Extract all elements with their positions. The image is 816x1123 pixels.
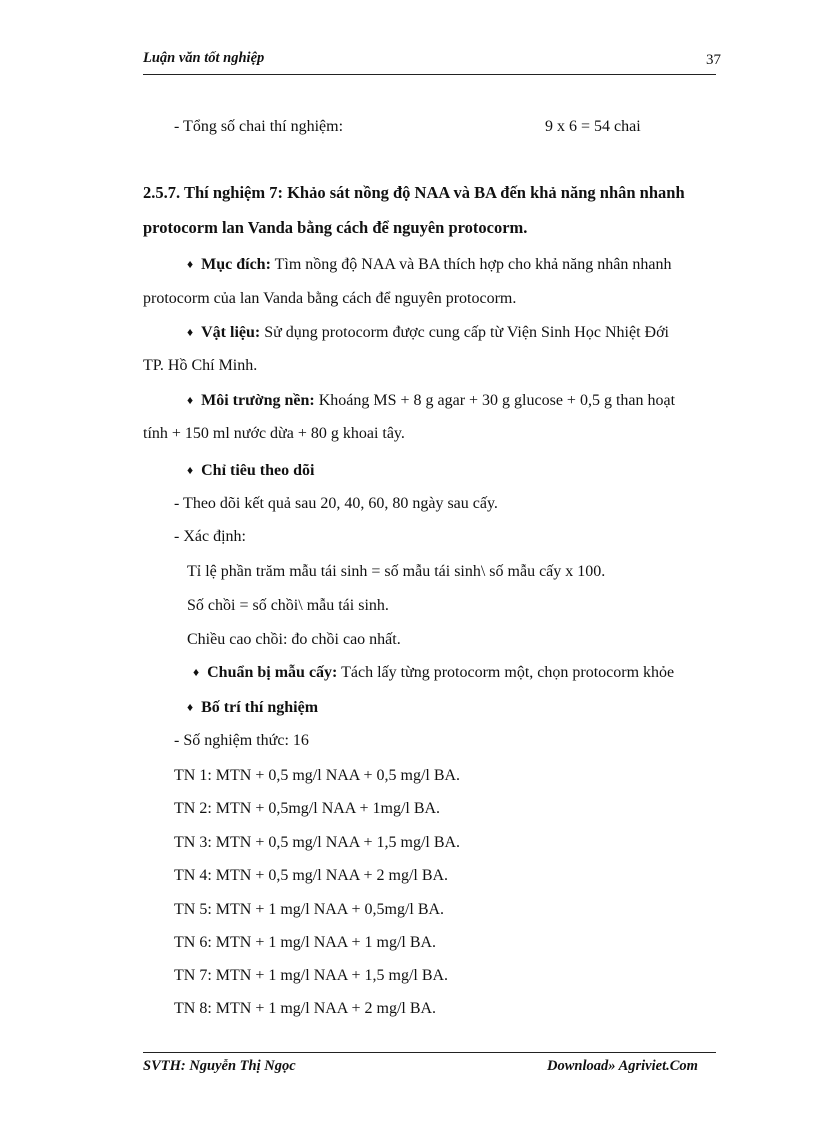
indicator-line: - Theo dõi kết quả sau 20, 40, 60, 80 ngày sau cấy. [174, 495, 498, 512]
indicators-label: Chỉ tiêu theo dõi [201, 462, 315, 479]
purpose-text: Tìm nồng độ NAA và BA thích hợp cho khả năng nhân nhanh [270, 256, 672, 273]
medium-label: Môi trường nền: [201, 392, 315, 409]
materials-text: Sử dụng protocorm được cung cấp từ Viện Sinh Học Nhiệt Đới [260, 324, 669, 341]
diamond-bullet-icon: ♦ [187, 257, 194, 271]
header-divider [143, 74, 716, 75]
section-heading-line-2: protocorm lan Vanda bằng cách để nguyên protocorm. [143, 218, 528, 237]
medium-text-continued: tính + 150 ml nước dừa + 80 g khoai tây. [143, 425, 405, 442]
layout-heading [187, 697, 318, 718]
treatment-line: TN 3: MTN + 0,5 mg/l NAA + 1,5 mg/l BA. [174, 834, 461, 851]
materials-label: Vật liệu: [201, 324, 261, 341]
page-number: 37 [706, 52, 721, 68]
indicator-line: Tỉ lệ phần trăm mẫu tái sinh = số mẫu tái sinh\ số mẫu cấy x 100. [187, 563, 606, 580]
diamond-bullet-icon: ♦ [187, 700, 194, 714]
preparation-paragraph [193, 662, 674, 683]
treatment-line: TN 8: MTN + 1 mg/l NAA + 2 mg/l BA. [174, 1000, 437, 1017]
treatment-line: TN 6: MTN + 1 mg/l NAA + 1 mg/l BA. [174, 934, 437, 951]
section-heading-line-1: 2.5.7. Thí nghiệm 7: Khảo sát nồng độ NAA và BA đến khả năng nhân nhanh [143, 183, 685, 202]
indicators-heading [187, 460, 314, 481]
diamond-bullet-icon: ♦ [187, 393, 194, 407]
treatment-line: TN 4: MTN + 0,5 mg/l NAA + 2 mg/l BA. [174, 867, 449, 884]
total-bottles-value: 9 x 6 = 54 chai [545, 118, 641, 135]
medium-paragraph [187, 390, 675, 411]
indicator-line: Số chồi = số chồi\ mẫu tái sinh. [187, 597, 389, 614]
purpose-label: Mục đích: [201, 256, 271, 273]
treatment-line: TN 5: MTN + 1 mg/l NAA + 0,5mg/l BA. [174, 901, 445, 918]
footer-author: SVTH: Nguyễn Thị Ngọc [143, 1058, 296, 1074]
indicator-line: - Xác định: [174, 528, 246, 545]
diamond-bullet-icon: ♦ [187, 463, 194, 477]
materials-paragraph [187, 322, 669, 343]
materials-text-continued: TP. Hồ Chí Minh. [143, 357, 258, 374]
treatment-line: TN 1: MTN + 0,5 mg/l NAA + 0,5 mg/l BA. [174, 767, 461, 784]
purpose-paragraph [187, 254, 671, 275]
purpose-text-continued: protocorm của lan Vanda bằng cách để nguyên protocorm. [143, 290, 517, 307]
diamond-bullet-icon: ♦ [193, 665, 200, 679]
footer-source: Download» Agriviet.Com [547, 1058, 698, 1074]
preparation-text: Tách lấy từng protocorm một, chọn protocorm khỏe [337, 664, 675, 681]
medium-text: Khoáng MS + 8 g agar + 30 g glucose + 0,5 g than hoạt [314, 392, 676, 409]
layout-label: Bố trí thí nghiệm [201, 699, 319, 716]
treatment-count: - Số nghiệm thức: 16 [174, 732, 309, 749]
diamond-bullet-icon: ♦ [187, 325, 194, 339]
indicator-line: Chiều cao chồi: đo chồi cao nhất. [187, 631, 401, 648]
footer-divider [143, 1052, 716, 1053]
preparation-label: Chuẩn bị mẫu cấy: [207, 664, 338, 681]
total-bottles-label: - Tổng số chai thí nghiệm: [174, 118, 344, 135]
treatment-line: TN 2: MTN + 0,5mg/l NAA + 1mg/l BA. [174, 800, 441, 817]
treatment-line: TN 7: MTN + 1 mg/l NAA + 1,5 mg/l BA. [174, 967, 449, 984]
header-title: Luận văn tốt nghiệp [143, 50, 265, 66]
